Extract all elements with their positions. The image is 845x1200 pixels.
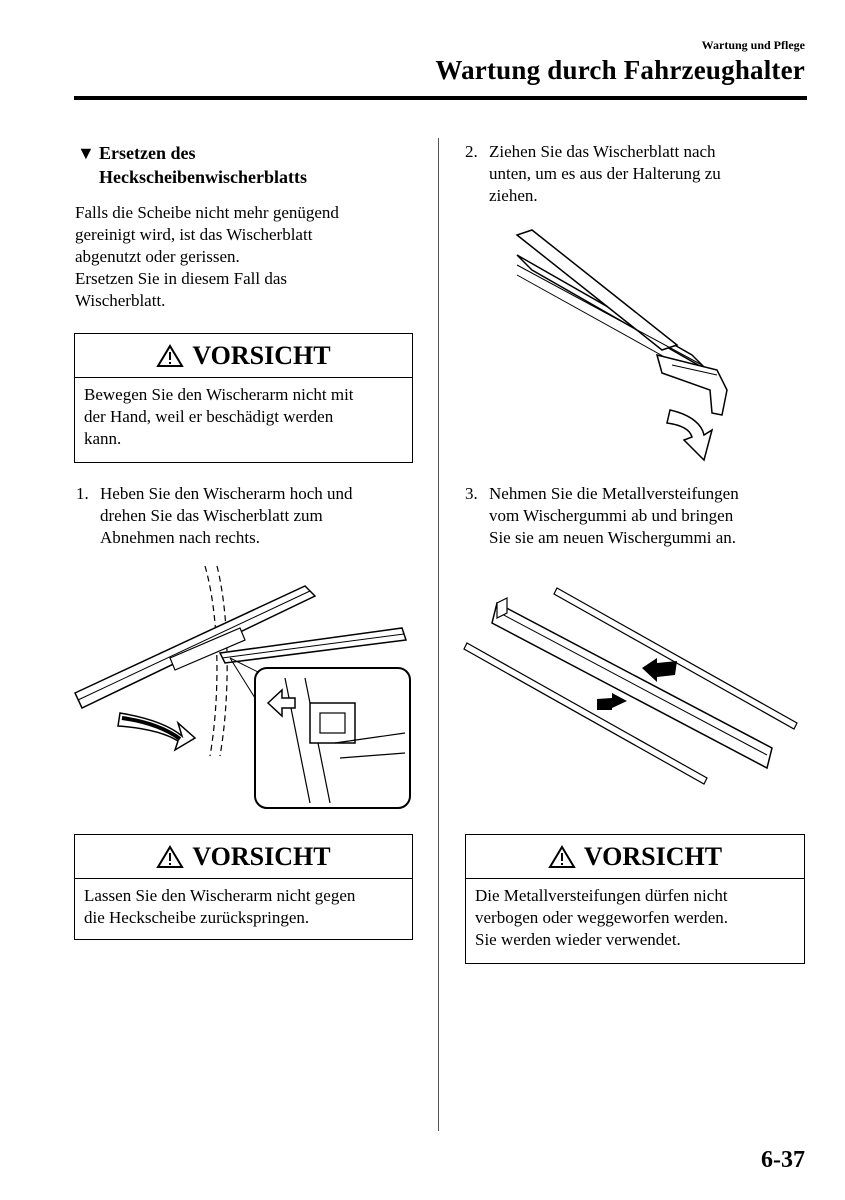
caution-box-stiffeners [465, 834, 805, 964]
intro-line: Ersetzen Sie in diesem Fall das [75, 269, 287, 288]
page-title: Wartung durch Fahrzeughalter [435, 55, 805, 85]
caution-line: Lassen Sie den Wischerarm nicht gegen [84, 886, 356, 905]
caution-line: der Hand, weil er beschädigt werden [84, 407, 334, 426]
blade-pull-illustration [512, 225, 762, 465]
caution-line: Sie werden wieder verwendet. [475, 930, 681, 949]
caution-line: kann. [84, 429, 122, 448]
section-label: Wartung und Pflege [701, 38, 805, 52]
caution-title: VORSICHT [583, 841, 723, 871]
intro-line: Falls die Scheibe nicht mehr genügend [75, 203, 339, 222]
warning-triangle-icon [548, 845, 576, 869]
caution-line: Die Metallversteifungen dürfen nicht [475, 886, 728, 905]
caution-box-springback [74, 834, 413, 940]
caution-body [75, 879, 412, 937]
intro-line: gereinigt wird, ist das Wischerblatt [75, 225, 313, 244]
warning-triangle-icon [156, 845, 184, 869]
step-line: Ziehen Sie das Wischerblatt nach [489, 142, 716, 161]
step-line: drehen Sie das Wischerblatt zum [100, 506, 323, 525]
caution-line: die Heckscheibe zurückspringen. [84, 908, 310, 927]
caution-title: VORSICHT [192, 841, 331, 871]
step-line: ziehen. [489, 186, 538, 205]
page-number: 6-37 [761, 1147, 805, 1173]
warning-triangle-icon [156, 344, 184, 368]
step-line: Abnehmen nach rechts. [100, 528, 261, 547]
caution-title: VORSICHT [192, 340, 331, 370]
step-number: 1. [76, 484, 89, 503]
step-3 [465, 483, 815, 549]
section-heading [77, 141, 427, 189]
step-1 [76, 483, 421, 549]
triangle-marker-icon: ▼ [77, 143, 95, 163]
intro-line: abgenutzt oder gerissen. [75, 247, 240, 266]
caution-line: verbogen oder weggeworfen werden. [475, 908, 728, 927]
step-2 [465, 141, 810, 207]
caution-body [466, 879, 804, 959]
step-number: 3. [465, 484, 478, 503]
caution-box-arm [74, 333, 413, 463]
caution-header [466, 835, 804, 879]
intro-paragraph [75, 202, 425, 312]
step-line: Heben Sie den Wischerarm hoch und [100, 484, 353, 503]
caution-line: Bewegen Sie den Wischerarm nicht mit [84, 385, 354, 404]
stiffener-illustration [462, 583, 807, 788]
intro-line: Wischerblatt. [75, 291, 166, 310]
header-rule [74, 96, 807, 100]
step-line: Nehmen Sie die Metallversteifungen [489, 484, 739, 503]
heading-line-1: Ersetzen des [99, 143, 196, 163]
step-number: 2. [465, 142, 478, 161]
step-line: unten, um es aus der Halterung zu [489, 164, 721, 183]
heading-line-2: Heckscheibenwischerblatts [99, 167, 307, 187]
step-line: vom Wischergummi ab und bringen [489, 506, 734, 525]
caution-header [75, 835, 412, 879]
column-divider [438, 138, 439, 1131]
wiper-removal-illustration [70, 558, 420, 813]
caution-body [75, 378, 412, 458]
step-line: Sie sie am neuen Wischergummi an. [489, 528, 737, 547]
caution-header [75, 334, 412, 378]
